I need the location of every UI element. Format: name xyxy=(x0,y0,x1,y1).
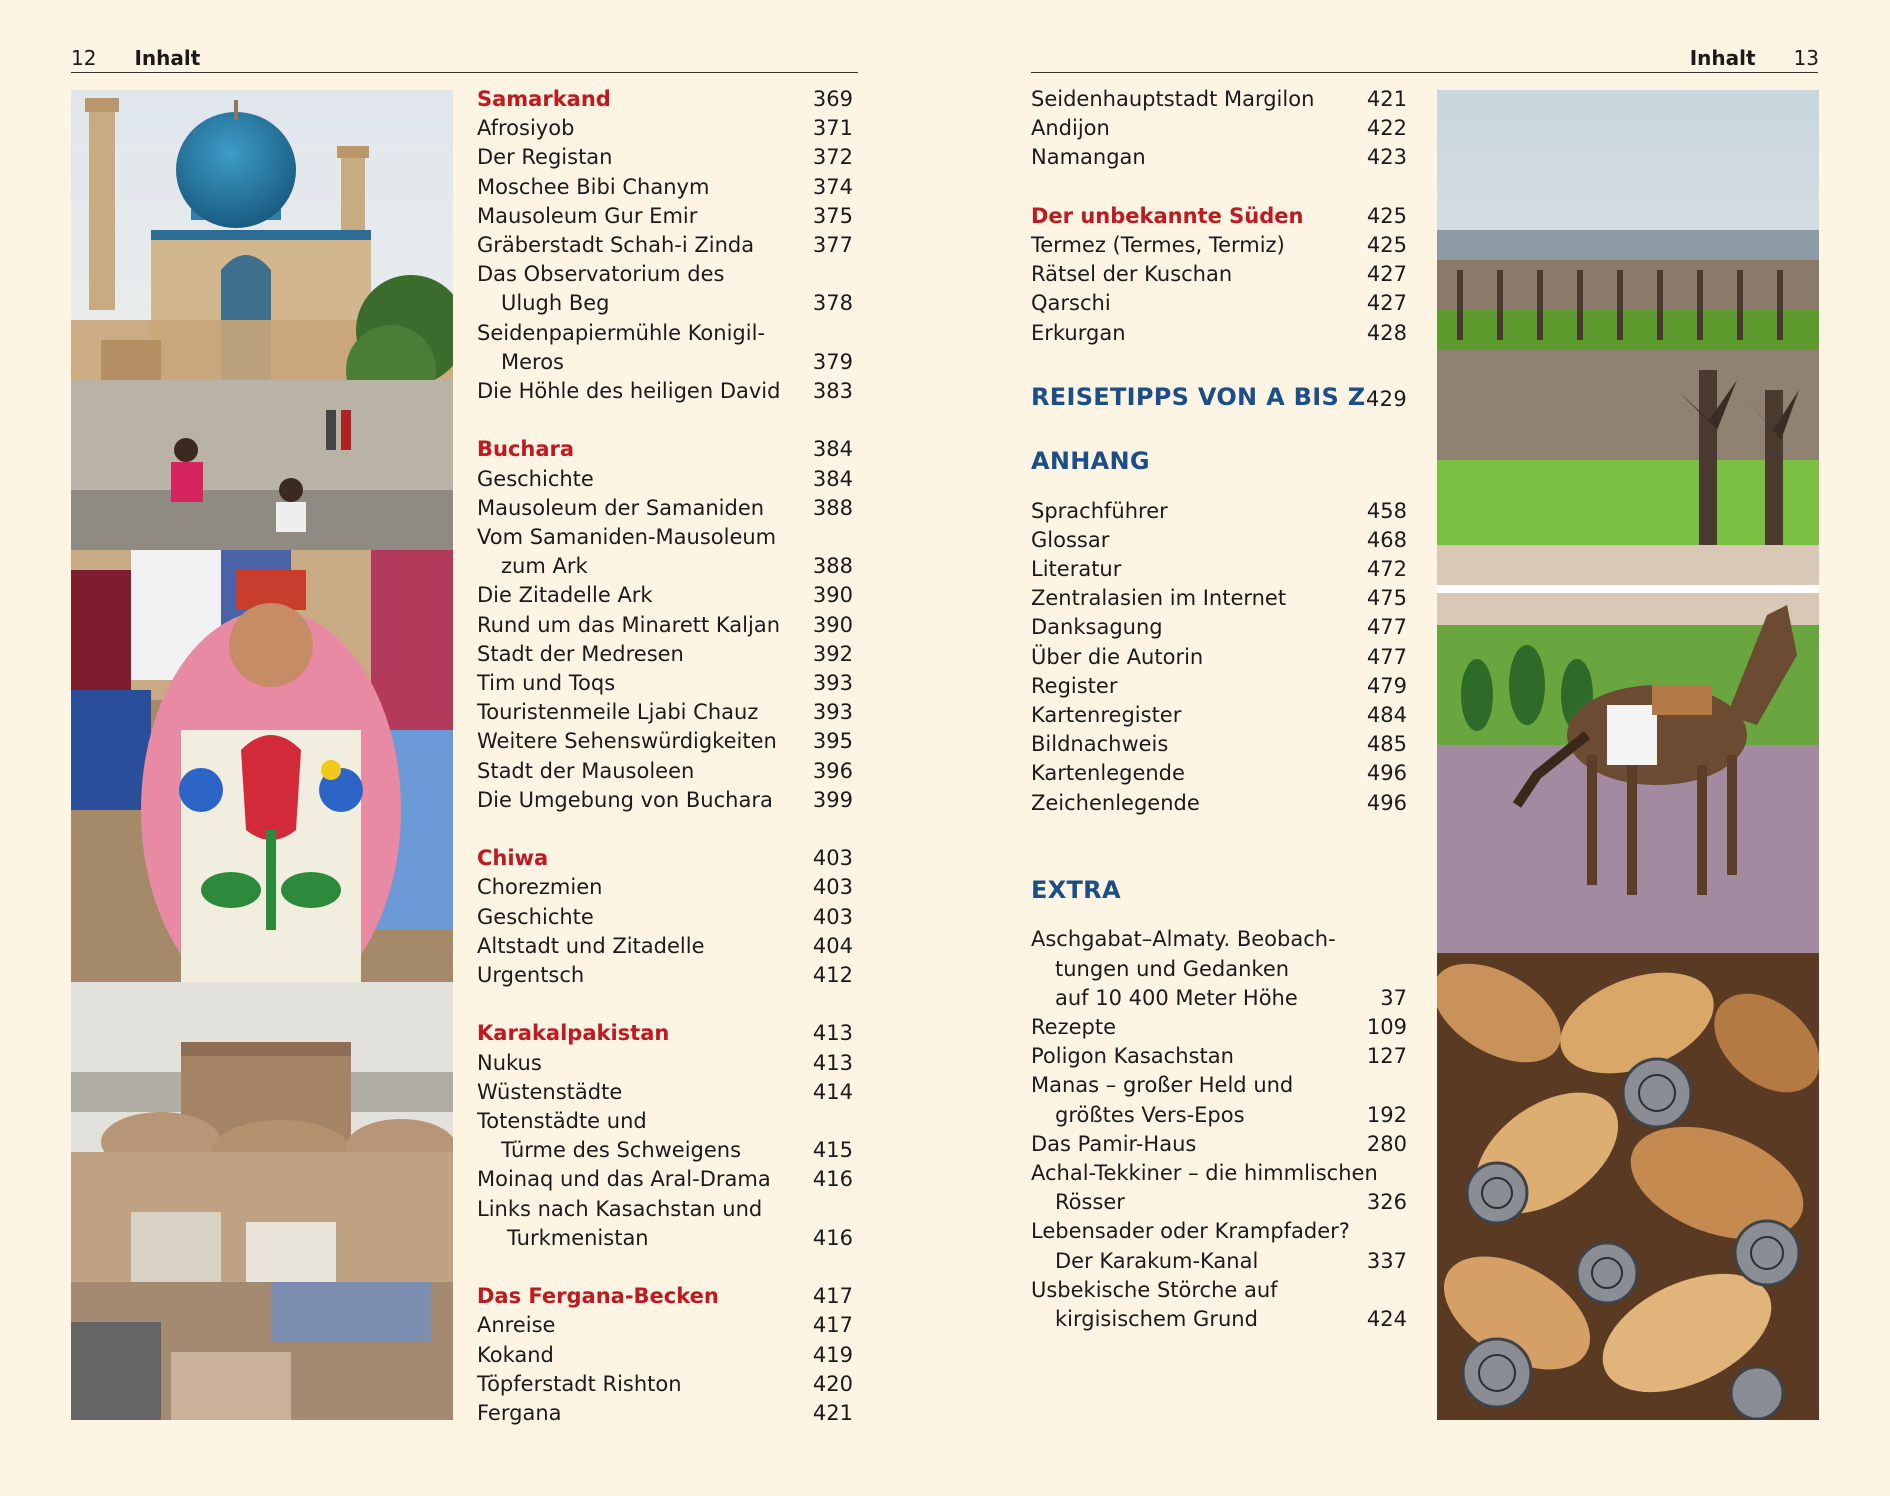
toc-left-column xyxy=(477,85,853,1428)
toc-entry-page: 417 xyxy=(812,1313,853,1338)
left-header-label: Inhalt xyxy=(134,46,201,70)
toc-entry-page: 427 xyxy=(1366,291,1407,316)
toc-entry-title: Samarkand xyxy=(477,87,611,111)
toc-entry xyxy=(1031,1159,1407,1188)
toc-entry xyxy=(477,552,853,581)
toc-entry-page: 468 xyxy=(1366,527,1407,552)
toc-entry-page: 384 xyxy=(812,437,853,462)
toc-entry-title: Andijon xyxy=(1031,116,1110,141)
toc-entry xyxy=(477,1311,853,1340)
toc-spacer xyxy=(477,815,853,844)
toc-entry-title: Gräberstadt Schah-i Zinda xyxy=(477,233,755,258)
toc-entry xyxy=(477,903,853,932)
toc-entry-page: 477 xyxy=(1366,615,1407,640)
toc-entry-title: Der Karakum-Kanal xyxy=(1055,1248,1259,1273)
mausoleum-photo xyxy=(71,90,453,550)
toc-entry-title: Rätsel der Kuschan xyxy=(1031,262,1233,287)
toc-entry-title: Achal-Tekkiner – die himmlischen xyxy=(1031,1161,1378,1186)
right-header-rule xyxy=(1031,72,1818,73)
toc-entry-page: 403 xyxy=(812,846,853,871)
toc-entry-title: Seidenhauptstadt Margilon xyxy=(1031,87,1315,111)
toc-entry-title: Tim und Toqs xyxy=(477,671,616,696)
toc-entry-page: 479 xyxy=(1366,673,1407,698)
toc-entry-title: Geschichte xyxy=(477,466,594,491)
toc-entry-title: Weitere Sehenswürdigkeiten xyxy=(477,729,777,754)
toc-entry-page: 428 xyxy=(1366,320,1407,345)
toc-entry-page: 388 xyxy=(812,554,853,579)
toc-entry-title: Sprachführer xyxy=(1031,498,1168,523)
toc-entry xyxy=(477,173,853,202)
toc-entry xyxy=(1031,85,1407,114)
toc-entry-page: 393 xyxy=(812,700,853,725)
toc-chapter-heading xyxy=(1031,876,1407,905)
toc-entry xyxy=(477,289,853,318)
toc-entry-title: Zeichenlegende xyxy=(1031,790,1200,815)
toc-entry-title: Die Umgebung von Buchara xyxy=(477,787,773,812)
toc-spacer xyxy=(1031,847,1407,876)
toc-entry-page: 413 xyxy=(812,1021,853,1046)
toc-entry xyxy=(477,1078,853,1107)
toc-entry-title: Poligon Kasachstan xyxy=(1031,1044,1234,1069)
toc-entry-page: 369 xyxy=(812,87,853,111)
toc-entry xyxy=(1031,1101,1407,1130)
toc-section-heading xyxy=(477,844,853,873)
toc-entry-title: Das Fergana-Becken xyxy=(477,1284,719,1309)
toc-entry-title: REISETIPPS VON A BIS Z xyxy=(1031,383,1366,411)
left-page-header xyxy=(71,46,200,70)
toc-section-heading xyxy=(477,435,853,464)
toc-entry xyxy=(1031,526,1407,555)
toc-entry-title: Kartenregister xyxy=(1031,703,1182,728)
toc-entry-page: 421 xyxy=(812,1401,853,1426)
toc-entry xyxy=(1031,672,1407,701)
toc-entry-title: Kartenlegende xyxy=(1031,761,1185,786)
toc-entry xyxy=(477,1399,853,1428)
toc-entry-page: 127 xyxy=(1366,1044,1407,1069)
toc-entry-page: 192 xyxy=(1366,1102,1407,1127)
toc-entry-title: Nukus xyxy=(477,1050,542,1075)
toc-entry-page: 415 xyxy=(812,1138,853,1163)
toc-entry-title: Zentralasien im Internet xyxy=(1031,586,1287,611)
toc-entry-title: Die Höhle des heiligen David xyxy=(477,379,781,404)
toc-entry-page: 496 xyxy=(1366,790,1407,815)
toc-entry-title: größtes Vers-Epos xyxy=(1055,1102,1245,1127)
toc-entry-title: Das Pamir-Haus xyxy=(1031,1131,1197,1156)
toc-entry-page: 416 xyxy=(812,1225,853,1250)
toc-entry-title: Afrosiyob xyxy=(477,116,575,141)
toc-entry xyxy=(477,1370,853,1399)
toc-entry-page: 417 xyxy=(812,1284,853,1309)
toc-entry-page: 374 xyxy=(812,174,853,199)
toc-entry xyxy=(1031,701,1407,730)
toc-entry-title: Manas – großer Held und xyxy=(1031,1073,1294,1098)
toc-entry-title: Wüstenstädte xyxy=(477,1079,623,1104)
toc-entry-page: 337 xyxy=(1366,1248,1407,1273)
toc-entry xyxy=(477,669,853,698)
toc-entry-page: 384 xyxy=(812,466,853,491)
toc-entry-page: 393 xyxy=(812,671,853,696)
toc-entry-title: Danksagung xyxy=(1031,615,1163,640)
toc-entry-title: Fergana xyxy=(477,1401,562,1426)
toc-entry-page: 425 xyxy=(1366,203,1407,228)
toc-entry-page: 423 xyxy=(1366,145,1407,170)
toc-entry-page: 375 xyxy=(812,203,853,228)
toc-section-heading xyxy=(477,1019,853,1048)
toc-entry xyxy=(1031,1217,1407,1246)
toc-entry xyxy=(1031,555,1407,584)
toc-entry-page: 399 xyxy=(812,787,853,812)
toc-entry xyxy=(477,581,853,610)
toc-entry-page: 404 xyxy=(812,933,853,958)
toc-entry xyxy=(1031,143,1407,172)
toc-entry xyxy=(477,1195,853,1224)
toc-entry-title: Anreise xyxy=(477,1313,556,1338)
toc-entry-page: 403 xyxy=(812,875,853,900)
toc-entry xyxy=(477,873,853,902)
toc-entry-title: Chiwa xyxy=(477,846,549,871)
toc-entry-title: Glossar xyxy=(1031,527,1110,552)
left-header-rule xyxy=(71,72,858,73)
toc-entry-page: 477 xyxy=(1366,644,1407,669)
toc-entry-page: 458 xyxy=(1366,498,1407,523)
stamps-photo xyxy=(1437,953,1819,1420)
toc-entry-title: tungen und Gedanken xyxy=(1055,956,1290,981)
toc-entry-title: Erkurgan xyxy=(1031,320,1126,345)
toc-entry-title: Urgentsch xyxy=(477,963,585,988)
toc-entry xyxy=(477,640,853,669)
toc-entry-title: Stadt der Medresen xyxy=(477,641,684,666)
toc-entry-page: 395 xyxy=(812,729,853,754)
toc-entry-page: 414 xyxy=(812,1079,853,1104)
toc-chapter-heading xyxy=(1031,447,1407,476)
toc-entry xyxy=(1031,1305,1407,1334)
toc-entry xyxy=(477,961,853,990)
toc-entry xyxy=(477,786,853,815)
toc-entry-title: Der Registan xyxy=(477,145,613,170)
toc-entry xyxy=(477,611,853,640)
toc-entry xyxy=(477,114,853,143)
toc-entry-page: 109 xyxy=(1366,1015,1407,1040)
toc-entry xyxy=(477,757,853,786)
toc-entry-title: Bildnachweis xyxy=(1031,732,1169,757)
toc-entry xyxy=(1031,759,1407,788)
toc-entry xyxy=(1031,1042,1407,1071)
toc-entry-title: Totenstädte und xyxy=(477,1109,647,1134)
toc-entry-title: EXTRA xyxy=(1031,876,1121,905)
toc-spacer xyxy=(1031,905,1407,925)
toc-entry xyxy=(1031,260,1407,289)
toc-entry xyxy=(477,1165,853,1194)
toc-entry-page: 390 xyxy=(812,612,853,637)
toc-entry xyxy=(477,1107,853,1136)
toc-entry xyxy=(1031,1013,1407,1042)
toc-entry-title: ANHANG xyxy=(1031,447,1150,476)
right-page-header xyxy=(1690,46,1819,70)
toc-entry-page: 280 xyxy=(1366,1131,1407,1156)
toc-entry-title: Seidenpapiermühle Konigil- xyxy=(477,320,765,345)
toc-entry xyxy=(477,1049,853,1078)
toc-entry-page: 372 xyxy=(812,145,853,170)
toc-entry xyxy=(1031,925,1407,954)
toc-entry xyxy=(477,143,853,172)
toc-entry-page: 371 xyxy=(812,116,853,141)
toc-spacer xyxy=(1031,412,1407,441)
toc-entry-title: Vom Samaniden-Mausoleum xyxy=(477,525,777,550)
toc-entry-title: Turkmenistan xyxy=(507,1225,649,1250)
toc-entry xyxy=(1031,497,1407,526)
toc-entry-title: Altstadt und Zitadelle xyxy=(477,933,705,958)
toc-entry xyxy=(477,1136,853,1165)
right-page-number: 13 xyxy=(1793,46,1819,70)
toc-entry xyxy=(477,231,853,260)
toc-entry xyxy=(477,494,853,523)
toc-entry-title: Register xyxy=(1031,673,1118,698)
toc-entry-title: Moinaq und das Aral-Drama xyxy=(477,1167,771,1192)
toc-entry-title: Namangan xyxy=(1031,145,1146,170)
toc-entry-title: auf 10 400 Meter Höhe xyxy=(1055,985,1298,1010)
toc-entry-title: zum Ark xyxy=(501,554,588,579)
toc-entry-title: Der unbekannte Süden xyxy=(1031,203,1304,228)
toc-section-heading xyxy=(477,85,853,114)
toc-entry-page: 429 xyxy=(1366,387,1407,411)
toc-spacer xyxy=(1031,173,1407,202)
toc-entry xyxy=(1031,1130,1407,1159)
toc-entry xyxy=(477,319,853,348)
toc-entry-title: Termez (Termes, Termiz) xyxy=(1031,233,1285,257)
toc-entry-page: 403 xyxy=(812,904,853,929)
toc-entry-page: 378 xyxy=(812,291,853,316)
toc-spacer xyxy=(477,406,853,435)
toc-section-heading xyxy=(477,1282,853,1311)
toc-entry-title: Stadt der Mausoleen xyxy=(477,758,695,783)
toc-entry-title: Karakalpakistan xyxy=(477,1021,670,1046)
toc-entry-title: Rösser xyxy=(1055,1190,1125,1215)
toc-entry-page: 427 xyxy=(1366,262,1407,287)
toc-entry-page: 388 xyxy=(812,495,853,520)
toc-entry-page: 37 xyxy=(1380,985,1407,1010)
toc-entry-page: 496 xyxy=(1366,761,1407,786)
toc-entry xyxy=(477,698,853,727)
toc-entry-page: 472 xyxy=(1366,557,1407,581)
toc-entry-title: Rund um das Minarett Kaljan xyxy=(477,612,781,637)
toc-entry-title: Qarschi xyxy=(1031,291,1111,316)
toc-entry xyxy=(1031,114,1407,143)
horse-photo xyxy=(1437,545,1819,953)
toc-entry-title: Töpferstadt Rishton xyxy=(477,1371,682,1396)
toc-entry xyxy=(1031,1276,1407,1305)
toc-entry-page: 416 xyxy=(812,1167,853,1192)
toc-entry-page: 425 xyxy=(1366,233,1407,257)
toc-entry-page: 419 xyxy=(812,1342,853,1367)
toc-entry-title: Die Zitadelle Ark xyxy=(477,583,653,608)
toc-entry xyxy=(477,202,853,231)
toc-chapter-heading xyxy=(1031,383,1407,412)
toc-entry-title: Literatur xyxy=(1031,557,1122,581)
toc-entry-page: 420 xyxy=(812,1371,853,1396)
toc-entry-page: 485 xyxy=(1366,732,1407,757)
toc-entry xyxy=(1031,730,1407,759)
toc-entry-title: kirgisischem Grund xyxy=(1055,1307,1258,1332)
toc-entry xyxy=(477,465,853,494)
toc-entry-page: 422 xyxy=(1366,116,1407,141)
toc-entry xyxy=(477,523,853,552)
toc-entry-title: Über die Autorin xyxy=(1031,644,1204,669)
toc-entry-page: 390 xyxy=(812,583,853,608)
toc-entry-title: Geschichte xyxy=(477,904,594,929)
toc-section-heading xyxy=(1031,202,1407,231)
toc-entry-title: Türme des Schweigens xyxy=(501,1138,742,1163)
toc-entry-page: 396 xyxy=(812,758,853,783)
toc-entry xyxy=(477,932,853,961)
toc-entry-page: 392 xyxy=(812,641,853,666)
toc-entry-page: 421 xyxy=(1366,87,1407,111)
toc-entry xyxy=(1031,319,1407,348)
toc-entry-page: 424 xyxy=(1366,1307,1407,1332)
toc-entry-page: 383 xyxy=(812,379,853,404)
right-header-label: Inhalt xyxy=(1689,46,1756,70)
toc-entry xyxy=(477,260,853,289)
toc-entry-page: 412 xyxy=(812,963,853,988)
toc-spacer xyxy=(1031,348,1407,377)
toc-entry-title: Touristenmeile Ljabi Chauz xyxy=(477,700,759,725)
toc-entry-page: 377 xyxy=(812,233,853,258)
toc-entry-title: Moschee Bibi Chanym xyxy=(477,174,710,199)
toc-entry-title: Lebensader oder Krampfader? xyxy=(1031,1219,1350,1244)
toc-entry-title: Usbekische Störche auf xyxy=(1031,1277,1278,1302)
toc-entry xyxy=(1031,289,1407,318)
toc-spacer xyxy=(477,990,853,1019)
landscape-photo xyxy=(1437,90,1819,545)
toc-entry xyxy=(1031,613,1407,642)
toc-entry-page: 379 xyxy=(812,349,853,374)
toc-spacer xyxy=(477,1253,853,1282)
toc-entry xyxy=(1031,955,1407,984)
toc-entry-title: Chorezmien xyxy=(477,875,603,900)
toc-entry-page: 475 xyxy=(1366,586,1407,611)
toc-entry xyxy=(477,377,853,406)
toc-entry-title: Aschgabat–Almaty. Beobach- xyxy=(1031,927,1336,952)
toc-entry xyxy=(1031,584,1407,613)
toc-right-column xyxy=(1031,85,1407,1334)
toc-entry-title: Links nach Kasachstan und xyxy=(477,1196,763,1221)
toc-entry xyxy=(477,1224,853,1253)
toc-entry xyxy=(1031,1188,1407,1217)
toc-entry-title: Ulugh Beg xyxy=(501,291,610,316)
toc-entry xyxy=(1031,643,1407,672)
toc-entry-title: Kokand xyxy=(477,1342,554,1367)
toc-entry-title: Das Observatorium des xyxy=(477,262,725,287)
toc-entry xyxy=(1031,1071,1407,1100)
fortress-photo xyxy=(71,982,453,1420)
toc-entry-title: Rezepte xyxy=(1031,1015,1116,1040)
toc-entry-page: 326 xyxy=(1366,1190,1407,1215)
toc-entry xyxy=(1031,1247,1407,1276)
toc-entry-page: 413 xyxy=(812,1050,853,1075)
toc-entry xyxy=(1031,984,1407,1013)
toc-entry xyxy=(477,1341,853,1370)
toc-entry-title: Meros xyxy=(501,349,564,374)
toc-entry-title: Mausoleum der Samaniden xyxy=(477,495,765,520)
vendor-photo xyxy=(71,550,453,982)
toc-entry-title: Mausoleum Gur Emir xyxy=(477,203,698,228)
toc-entry xyxy=(477,727,853,756)
toc-entry-page: 484 xyxy=(1366,703,1407,728)
toc-spacer xyxy=(1031,477,1407,497)
toc-entry xyxy=(1031,789,1407,818)
toc-entry xyxy=(1031,231,1407,260)
toc-entry xyxy=(477,348,853,377)
toc-spacer xyxy=(1031,818,1407,847)
toc-entry-title: Buchara xyxy=(477,437,575,462)
left-page-number: 12 xyxy=(71,46,97,70)
